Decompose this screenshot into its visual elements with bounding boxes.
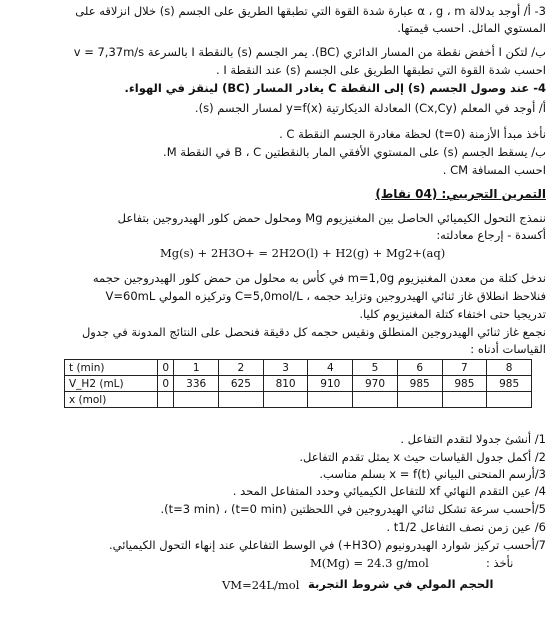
part-a-line-2: المستوي المائل. احسب قيمتها.: [397, 21, 546, 35]
volume-cell: 985: [487, 376, 532, 392]
volume-cell: 336: [174, 376, 219, 392]
question-1: 1/ أنشئ جدولا لتقدم التفاعل .: [400, 432, 546, 446]
advancement-cell: [487, 392, 532, 408]
time-cell: 5: [353, 360, 398, 376]
time-cell: 0: [158, 360, 174, 376]
question-6: 6/ عين زمن نصف التفاعل t1/2 .: [386, 520, 546, 534]
given-label: نأخذ :: [486, 556, 514, 570]
exercise-para-1: ندخل كتلة من معدن المغنيزيوم m=1,0g في كأس به محلول من حمض كلور الهيدروجين حجمه: [92, 271, 546, 285]
advancement-cell: [397, 392, 442, 408]
volume-cell: 910: [308, 376, 353, 392]
time-cell: 1: [174, 360, 219, 376]
question-4: 4/ عين التقدم النهائي xf للتفاعل الكيميائي وحدد المتفاعل المحد .: [232, 484, 546, 498]
question-5: 5/أحسب سرعة تشكل ثنائي الهيدروجين في اللحظتين (t=0 min) ، (t=3 min).: [160, 502, 546, 516]
time-cell: 7: [442, 360, 487, 376]
volume-cell: 625: [219, 376, 264, 392]
advancement-cell: [442, 392, 487, 408]
table-row-time: [65, 360, 532, 376]
advancement-cell: [219, 392, 264, 408]
part-a-line-3: ب/ لتكن I أخفض نقطة من المسار الدائري (BC). يمر الجسم (s) بالنقطة I بالسرعة v = 7,37m/s: [73, 45, 546, 59]
volume-cell: 970: [353, 376, 398, 392]
row-label-volume: V_H2 (mL): [65, 376, 158, 392]
exercise-intro-2: أكسدة - إرجاع معادلته:: [436, 228, 546, 242]
exercise-para-4: نجمع غاز ثنائي الهيدروجين المنطلق ونقيس حجمه كل دقيقة فنحصل على النتائج المدونة في جدول: [81, 325, 546, 339]
volume-cell: 985: [442, 376, 487, 392]
advancement-cell: [353, 392, 398, 408]
part-a-line-6: أ/ أوجد في المعلم (Cx,Cy) المعادلة الديكارتية y=f(x) لمسار الجسم (s).: [194, 101, 546, 115]
part-a-line-7: نأخذ مبدأ الأزمنة (t=0) لحظة مغادرة الجسم النقطة C .: [279, 127, 546, 141]
question-2: 2/ أكمل جدول القياسات حيث x يمثل تقدم التفاعل.: [299, 450, 546, 464]
exercise-para-5: القياسات أدناه :: [470, 342, 546, 356]
part-a-line-5: 4- عند وصول الجسم (s) إلى النقطة C يغادر المسار (BC) لينقز في الهواء.: [124, 81, 546, 95]
exercise-para-3: تدريجيا حتى اختفاء كتلة المغنيزيوم كليا.: [359, 307, 546, 321]
row-label-advancement: x (mol): [65, 392, 158, 408]
time-cell: 4: [308, 360, 353, 376]
part-a-line-9: احسب المسافة CM .: [442, 163, 546, 177]
volume-cell: 810: [263, 376, 308, 392]
part-a-line-4: احسب شدة القوة التي تطبقها الطريق على الجسم (s) عند النقطة I .: [216, 63, 546, 77]
question-7: 7/أحسب تركيز شوارد الهيدرونيوم (H3O+) في الوسط التفاعلي عند إنهاء التحول الكيميائي.: [108, 538, 546, 552]
molar-volume-text: الحجم المولي في شروط التجربة: [308, 577, 494, 591]
volume-cell: 0: [158, 376, 174, 392]
advancement-cell: [308, 392, 353, 408]
advancement-cell: [174, 392, 219, 408]
table-row-advancement: [65, 392, 532, 408]
time-cell: 2: [219, 360, 264, 376]
exercise-para-2: V=60mL وتركيزه المولي C=5,0mol/L ، فنلاحظ انطلاق غاز ثنائي الهيدروجين وتزايد حجمه: [105, 289, 546, 303]
time-cell: 3: [263, 360, 308, 376]
row-label-time: t (min): [65, 360, 158, 376]
molar-mass: M(Mg) = 24.3 g/mol: [310, 556, 429, 570]
measurement-table: [64, 359, 532, 408]
question-3: 3/أرسم المنحنى البياني x = f(t) بسلم مناسب.: [319, 467, 546, 481]
part-a-line-1: 3- أ/ أوجد بدلالة α ، g ، m عبارة شدة القوة التي تطبقها الطريق على الجسم (s) خلال انزلاقه على: [75, 4, 546, 18]
reaction-equation: Mg(s) + 2H3O+ = 2H2O(l) + H2(g) + Mg2+(aq): [160, 246, 446, 260]
exercise-header: التمرين التجريبي: (04 نقاط): [375, 187, 546, 201]
time-cell: 6: [397, 360, 442, 376]
part-a-line-8: ب/ يسقط الجسم (s) على المستوي الأفقي المار بالنقطتين B ، C في النقطة M.: [163, 145, 546, 159]
time-cell: 8: [487, 360, 532, 376]
advancement-cell: [263, 392, 308, 408]
molar-volume: VM=24L/mol: [222, 578, 300, 592]
volume-cell: 985: [397, 376, 442, 392]
advancement-cell: [158, 392, 174, 408]
table-row-volume: [65, 376, 532, 392]
exercise-intro-1: ننمذج التحول الكيميائي الحاصل بين المغنيزيوم Mg ومحلول حمض كلور الهيدروجين بتفاعل: [117, 211, 546, 225]
